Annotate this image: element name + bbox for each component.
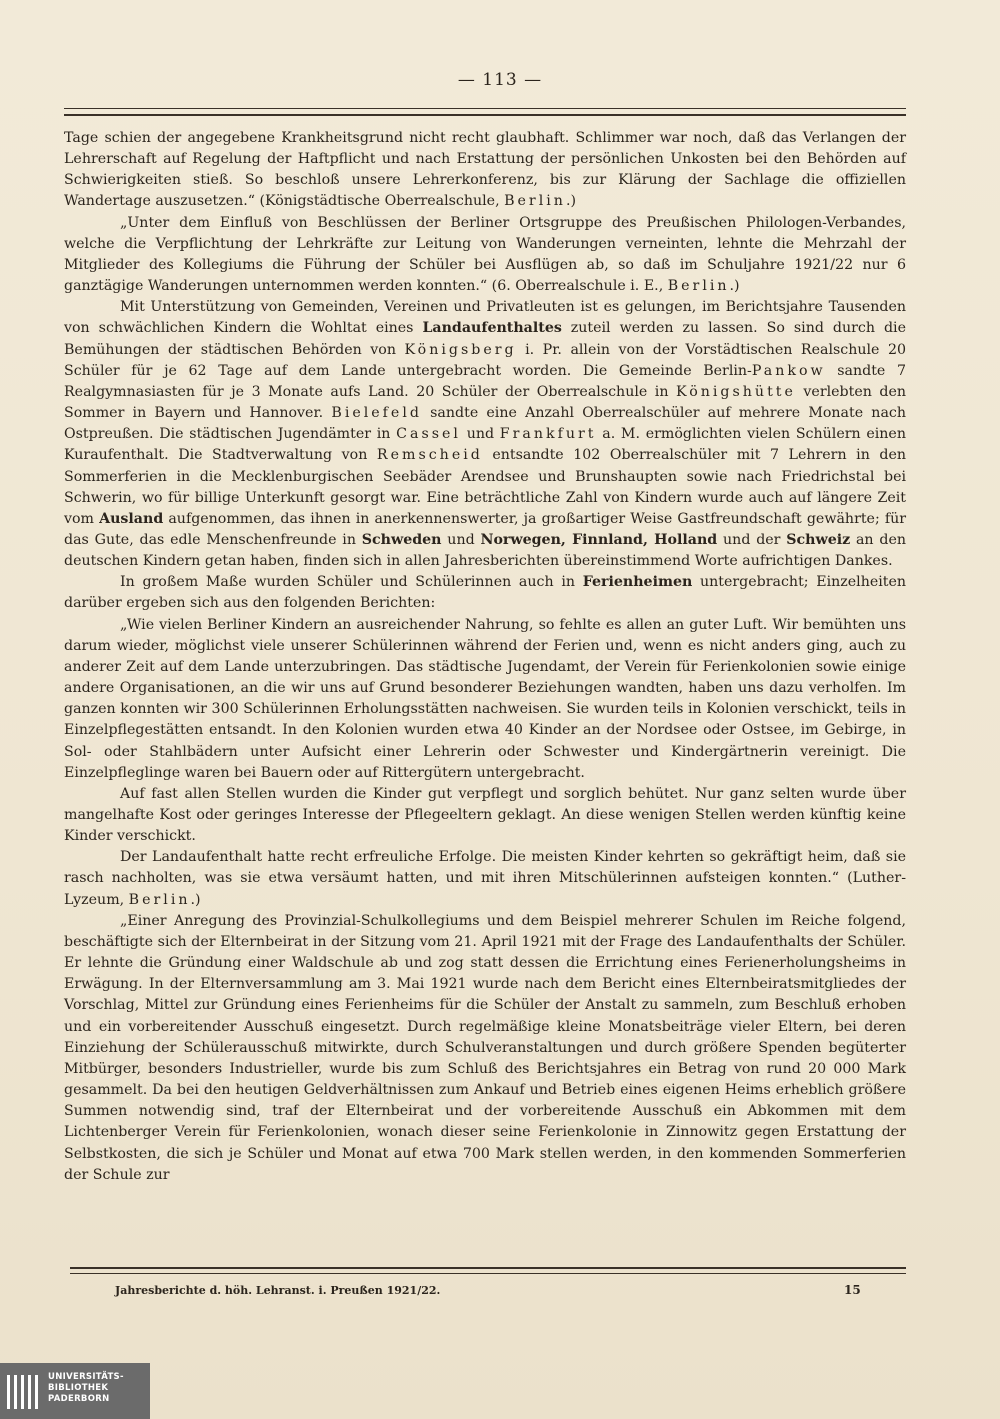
- spaced-name: Pankow: [751, 362, 826, 379]
- paragraph: [64, 784, 906, 847]
- spaced-name: Königshütte: [676, 383, 796, 400]
- paragraph: [64, 572, 906, 614]
- text-run: sandte eine Anzahl Oberrealschüler auf mehrere Monate nach Ostpreußen. Die städtischen Jugendämter in: [64, 405, 906, 443]
- text-run: „Einer Anregung des Provinzial-Schulkollegiums und dem Beispiel mehrerer Schulen im Reiche folgend, beschäftigte sich der Elternbeirat in der Sitzung vom 21. April 1921 mit der Frage des Landaufenthalts der Schüler. Er lehnte die Gründung einer Waldschule ab und zog statt dessen die Errichtung eines Ferienerholungsheims in Erwägung. In der Elternversammlung am 3. Mai 1921 wurde nach dem Bericht eines Elternbeiratsmitgliedes der Vorschlag, Mittel zur Gründung eines Ferienheims für die Schüler der Anstalt zu sammeln, zum Beschluß erhoben und ein vorbereitender Ausschuß eingesetzt. Durch regelmäßige kleine Monatsbeiträge vieler Eltern, bei deren Einziehung der Schülerausschuß mitwirkte, durch Schulveranstaltungen und durch größere Spenden begüterter Mitbürger, besonders Industrieller, wurde bis zum Schluß des Berichtsjahres ein Betrag von rund 20 000 Mark gesammelt. Da bei den heutigen Geldverhältnissen zum Ankauf und Betrieb eines eigenen Heims erheblich größere Summen notwendig sind, traf der Elternbeirat und der vorbereitende Ausschuß ein Abkommen mit dem Lichtenberger Verein für Ferienkolonien, wonach dieser seine Ferienkolonie in Zinnowitz gegen Erstattung der Selbstkosten, die sich je Schüler und Monat auf etwa 700 Mark stellen werden, in den kommenden Sommerferien der Schule zur: [64, 912, 906, 1183]
- text-run: Der Landaufenthalt hatte recht erfreuliche Erfolge. Die meisten Kinder kehrten so gekräftigt heim, daß sie rasch nachholten, was sie etwa versäumt hatten, und mit ihren Mitschülerinnen aufsteigen konnten.“ (Luther-Lyzeum,: [64, 849, 906, 908]
- bold-term: Landaufenthaltes: [422, 320, 562, 337]
- body-text: [64, 128, 906, 1186]
- text-run: In großem Maße wurden Schüler und Schülerinnen auch in: [120, 574, 583, 591]
- text-run: Tage schien der angegebene Krankheitsgrund nicht recht glaubhaft. Schlimmer war noch, daß das Verlangen der Lehrerschaft auf Regelung der Haftpflicht und nach Erstattung der persönlichen Unkosten bei den Behörden auf Schwierigkeiten stieß. So beschloß unsere Lehrerkonferenz, bis zur Klärung der Sachlage die offiziellen Wandertage auszusetzen.“ (Königstädtische Oberrealschule,: [64, 130, 906, 210]
- text-run: i. Pr. allein von der Vorstädtischen Realschule 20 Schüler für je 62 Tage auf dem Lande untergebracht worden. Die Gemeinde Berlin-: [64, 341, 906, 379]
- text-run: .): [190, 891, 201, 908]
- header-rule: [64, 108, 906, 116]
- text-run: an den deutschen Kindern getan haben, finden sich in allen Jahresberichten übereinstimmend Worte aufrichtigen Dankes.: [64, 531, 906, 570]
- logo-line-3: PADERBORN: [48, 1394, 110, 1404]
- paragraph: [64, 847, 906, 910]
- text-run: untergebracht; Einzelheiten darüber ergeben sich aus den folgenden Berichten:: [64, 574, 906, 612]
- bold-term: Norwegen, Finnland, Holland: [480, 531, 718, 548]
- spaced-name: Berlin: [504, 193, 566, 210]
- text-run: .): [729, 278, 740, 295]
- spaced-name: Bielefeld: [331, 405, 422, 422]
- text-run: .): [565, 193, 576, 210]
- footer-signature: Jahresberichte d. höh. Lehranst. i. Preußen 1921/22.: [115, 1284, 441, 1297]
- spaced-name: Berlin: [667, 278, 730, 295]
- paragraph: [64, 615, 906, 784]
- paragraph: [64, 297, 906, 572]
- text-run: sandte 7 Realgymnasiasten für je 3 Monate aufs Land. 20 Schüler der Oberrealschule in: [64, 362, 906, 400]
- text-run: entsandte 102 Oberrealschüler mit 7 Lehrern in den Sommerferien in die Mecklenburgischen Seebäder Arendsee und Brunshaupten sowie nach Friedrichstal bei Schwerin, wo für billige Unterkunft gesorgt war. Eine beträchtliche Zahl von Kindern wurde auch auf längere Zeit vom: [64, 447, 907, 527]
- bold-term: Schweiz: [786, 531, 851, 548]
- text-run: verlebten den Sommer in Bayern und Hannover.: [64, 383, 906, 422]
- footer-rule: [70, 1267, 906, 1274]
- text-run: und: [441, 531, 481, 548]
- spaced-name: Cassel: [396, 426, 461, 443]
- spaced-name: Berlin: [128, 891, 191, 908]
- bold-term: Schweden: [361, 531, 442, 548]
- text-run: „Unter dem Einfluß von Beschlüssen der Berliner Ortsgruppe des Preußischen Philologen-Verbandes, welche die Verpflichtung der Lehrkräfte zur Leitung von Wanderungen verneinten, lehnte die Mehrzahl der Mitglieder des Kollegiums die Führung der Schüler bei Ausflügen ab, so daß im Schuljahre 1921/22 nur 6 ganztägige Wanderungen unternommen werden konnten.“ (6. Oberrealschule i. E.,: [64, 214, 906, 295]
- spaced-name: Frankfurt: [499, 426, 597, 443]
- footer-sheet-number: 15: [844, 1283, 861, 1297]
- logo-line-1: UNIVERSITÄTS-: [48, 1372, 124, 1382]
- paragraph: [64, 911, 906, 1186]
- paragraph: [64, 213, 906, 298]
- text-run: zuteil werden zu lassen. So sind durch die Bemühungen der städtischen Behörden von: [64, 320, 906, 358]
- text-run: a. M. ermöglichten vielen Schülern einen Kuraufenthalt. Die Stadtverwaltung von: [64, 426, 906, 464]
- text-run: Mit Unterstützung von Gemeinden, Vereinen und Privatleuten ist es gelungen, im Berichtsjahre Tausenden von schwächlichen Kindern die Wohltat eines: [64, 299, 906, 337]
- library-logo-text: [48, 1372, 124, 1405]
- paragraph: [64, 128, 906, 213]
- text-run: „Wie vielen Berliner Kindern an ausreichender Nahrung, so fehlte es allen an guter Luft. Wir bemühten uns darum wieder, möglichst viele unserer Schülerinnen während der Ferien und, wenn es nicht anders ging, auch zu anderer Zeit auf dem Lande unterzubringen. Das städtische Jugendamt, der Verein für Ferienkolonien sowie einige andere Organisationen, an die wir uns auf Grund besonderer Beziehungen wandten, haben uns dazu verholfen. Im ganzen konnten wir 300 Schülerinnen Erholungsstätten nachweisen. Sie wurden teils in Kolonien verschickt, teils in Einzelpflegestätten entsandt. In den Kolonien wurden etwa 40 Kinder an der Nordsee oder Ostsee, im Gebirge, in Sol- oder Stahlbädern unter Aufsicht einer Lehrerin oder Schwester und Kindergärtnerin vereinigt. Die Einzelpfleglinge waren bei Bauern oder auf Rittergütern untergebracht.: [64, 616, 906, 781]
- text-run: aufgenommen, das ihnen in anerkennenswerter, ja großartiger Weise Gastfreundschaft gewährte; für das Gute, das edle Menschenfreunde in: [64, 510, 906, 548]
- logo-line-2: BIBLIOTHEK: [48, 1383, 109, 1393]
- text-run: Auf fast allen Stellen wurden die Kinder gut verpflegt und sorglich behütet. Nur ganz selten wurde über mangelhafte Kost oder geringes Interesse der Pflegeeltern geklagt. An diese wenigen Stellen werden künftig keine Kinder verschickt.: [64, 785, 906, 845]
- text-run: und: [460, 426, 500, 443]
- spaced-name: Königsberg: [404, 341, 517, 358]
- spaced-name: Remscheid: [376, 447, 483, 464]
- bold-term: Ferienheimen: [582, 574, 693, 591]
- library-logo: [0, 1363, 150, 1419]
- bold-term: Ausland: [99, 510, 164, 527]
- text-run: und der: [717, 531, 787, 548]
- page-number-header: — 113 —: [457, 70, 543, 90]
- library-logo-icon: [6, 1373, 42, 1411]
